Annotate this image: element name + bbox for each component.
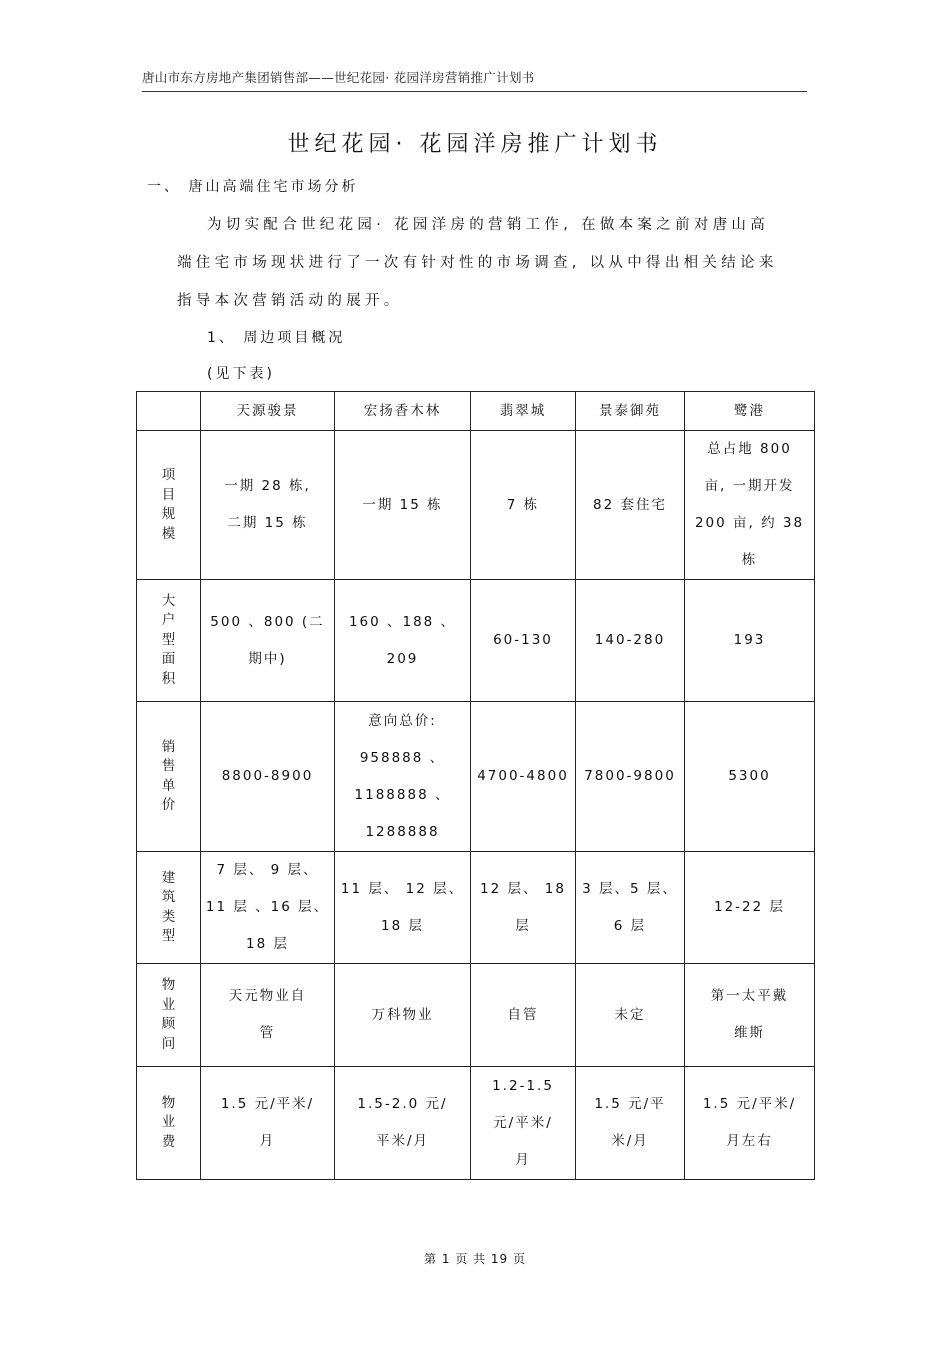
- table-cell: [335, 852, 471, 964]
- cell-text-line: 1188888 、: [354, 786, 451, 803]
- cell-text-line: 维斯: [734, 1025, 765, 1041]
- table-cell: [685, 964, 815, 1067]
- table-row: [137, 964, 815, 1067]
- cell-text-line: 160 、188 、209: [348, 613, 457, 667]
- cell-text-line: 万科物业: [371, 1006, 434, 1023]
- table-cell: [335, 702, 471, 852]
- cell-text-line: 140-280: [594, 632, 666, 648]
- cell-text-line: 意向总价:: [368, 712, 437, 729]
- project-header-cell: 景泰御苑: [576, 392, 685, 431]
- cell-text-line: 一期 15 栋: [362, 496, 443, 513]
- project-header-cell: 鹭港: [685, 392, 815, 431]
- table-cell: [471, 580, 576, 702]
- cell-text-line: 第一太平戴: [710, 988, 789, 1004]
- cell-text-line: 11 层 、16 层、: [205, 899, 330, 915]
- cell-text-line: 958888 、: [359, 749, 446, 766]
- table-note: (见下表): [207, 366, 275, 382]
- table-cell: [685, 702, 815, 852]
- page-footer: 第 1 页 共 19 页: [424, 1252, 526, 1266]
- cell-text-line: 未定: [614, 1006, 646, 1023]
- cell-text-line: 1288888: [365, 823, 440, 840]
- table-corner-cell: [137, 392, 201, 431]
- cell-text-line: 1.5 元/平米/: [702, 1096, 797, 1112]
- cell-text-line: 月: [515, 1151, 531, 1168]
- cell-text-line: 60-130: [493, 632, 553, 648]
- table-cell: [471, 852, 576, 964]
- table-cell: [201, 964, 335, 1067]
- document-title: 世纪花园· 花园洋房推广计划书: [287, 132, 663, 157]
- cell-text-line: 82 套住宅: [593, 496, 667, 513]
- table-cell: [576, 580, 685, 702]
- table-cell: [201, 1067, 335, 1180]
- table-row: [137, 1067, 815, 1180]
- cell-text-line: 1.5-2.0 元/: [357, 1096, 448, 1112]
- cell-text-line: 总占地 800: [707, 441, 792, 457]
- table-cell: [576, 702, 685, 852]
- cell-text-line: 元/平米/: [493, 1114, 553, 1131]
- project-comparison-table: [136, 391, 815, 1180]
- cell-text-line: 8800-8900: [221, 768, 314, 784]
- table-cell: [471, 1067, 576, 1180]
- cell-text-line: 管: [259, 1025, 276, 1041]
- row-label-cell: 建 筑 类 型: [137, 852, 201, 964]
- subsection-heading: 1、 周边项目概况: [207, 330, 346, 346]
- cell-text-line: 层: [515, 917, 531, 934]
- table-cell: [335, 580, 471, 702]
- cell-text-line: 自管: [507, 1006, 539, 1023]
- cell-text-line: 4700-4800: [477, 768, 569, 784]
- cell-text-line: 11 层、 12 层、: [340, 880, 465, 897]
- table-cell: [471, 702, 576, 852]
- cell-text-line: 200 亩, 约 38: [694, 515, 805, 531]
- table-row: [137, 702, 815, 852]
- table-cell: [685, 431, 815, 580]
- table-header-row: [137, 392, 815, 431]
- cell-text-line: 6 层: [613, 917, 647, 934]
- project-header-cell: 宏扬香木林: [335, 392, 471, 431]
- table-cell: [201, 702, 335, 852]
- row-label-cell: 物 业 顾 问: [137, 964, 201, 1067]
- project-header-cell: 天源骏景: [201, 392, 335, 431]
- cell-text-line: 1.2-1.5: [492, 1077, 554, 1094]
- project-header-cell: 翡翠城: [471, 392, 576, 431]
- table-cell: [576, 964, 685, 1067]
- table-cell: [201, 852, 335, 964]
- table-row: [137, 580, 815, 702]
- cell-text-line: 3 层、5 层、: [582, 880, 678, 897]
- cell-text-line: 月左右: [726, 1133, 773, 1149]
- cell-text-line: 期中): [248, 650, 287, 667]
- row-label-cell: 大 户 型 面 积: [137, 580, 201, 702]
- cell-text-line: 7 栋: [506, 496, 540, 513]
- table-cell: [335, 431, 471, 580]
- cell-text-line: 二期 15 栋: [227, 515, 308, 531]
- table-cell: [685, 1067, 815, 1180]
- table-cell: [335, 964, 471, 1067]
- table-cell: [576, 852, 685, 964]
- paragraph-line: 为切实配合世纪花园· 花园洋房的营销工作, 在做本案之前对唐山高: [207, 217, 770, 233]
- cell-text-line: 18 层: [246, 936, 289, 952]
- table-cell: [201, 431, 335, 580]
- row-label-cell: 物 业 费: [137, 1067, 201, 1180]
- cell-text-line: 平米/月: [375, 1133, 430, 1149]
- cell-text-line: 一期 28 栋,: [224, 478, 311, 494]
- table-cell: [471, 431, 576, 580]
- cell-text-line: 栋: [741, 552, 758, 568]
- section-heading: 一、 唐山高端住宅市场分析: [147, 179, 359, 195]
- header-text: 唐山市东方房地产集团销售部——世纪花园· 花园洋房营销推广计划书: [142, 70, 535, 85]
- table-cell: [471, 964, 576, 1067]
- cell-text-line: 亩, 一期开发: [704, 478, 795, 494]
- cell-text-line: 7 层、 9 层、: [216, 862, 319, 878]
- table-cell: [685, 852, 815, 964]
- cell-text-line: 500 、800 (二: [210, 613, 325, 630]
- table-row: [137, 431, 815, 580]
- table-row: [137, 852, 815, 964]
- row-label-cell: 销 售 单 价: [137, 702, 201, 852]
- row-label-cell: 项 目 规 模: [137, 431, 201, 580]
- cell-text-line: 193: [733, 632, 766, 648]
- cell-text-line: 月: [259, 1133, 276, 1149]
- cell-text-line: 12-22 层: [713, 899, 786, 915]
- cell-text-line: 1.5 元/平: [594, 1096, 666, 1112]
- table-cell: [685, 580, 815, 702]
- cell-text-line: 1.5 元/平米/: [220, 1096, 315, 1112]
- table-cell: [576, 1067, 685, 1180]
- cell-text-line: 天元物业自: [228, 988, 307, 1004]
- paragraph-line: 端住宅市场现状进行了一次有针对性的市场调查, 以从中得出相关结论来: [177, 255, 778, 271]
- table-cell: [335, 1067, 471, 1180]
- table-cell: [576, 431, 685, 580]
- header-divider: [142, 91, 807, 92]
- cell-text-line: 18 层: [381, 917, 424, 934]
- table-cell: [201, 580, 335, 702]
- paragraph-line: 指导本次营销活动的展开。: [177, 293, 403, 309]
- cell-text-line: 12 层、 18: [480, 880, 566, 897]
- cell-text-line: 7800-9800: [584, 768, 676, 784]
- cell-text-line: 米/月: [611, 1133, 649, 1149]
- cell-text-line: 5300: [728, 768, 771, 784]
